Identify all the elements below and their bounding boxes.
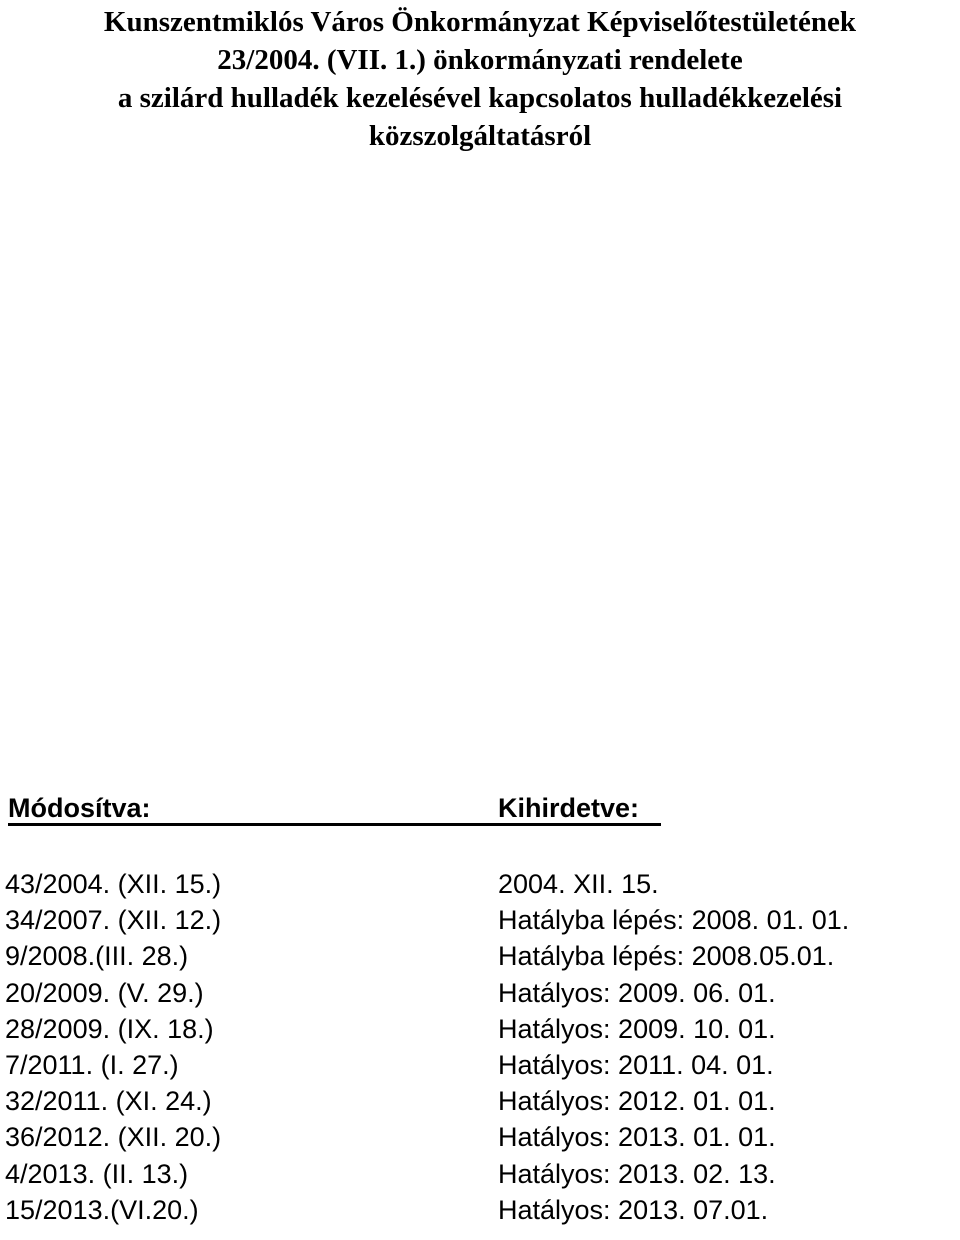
modification-row (0, 1119, 960, 1155)
title-line-3: a szilárd hulladék kezelésével kapcsolatos hulladékkezelési (117, 82, 843, 114)
effective-date: Hatályba lépés: 2008. 01. 01. (498, 905, 850, 936)
effective-date: Hatályos: 2009. 10. 01. (498, 1013, 776, 1044)
modification-row (0, 1047, 960, 1083)
decree-number: 28/2009. (IX. 18.) (5, 1013, 214, 1044)
modifications-list (0, 866, 960, 1228)
effective-date: Hatályba lépés: 2008.05.01. (498, 941, 835, 972)
decree-number: 32/2011. (XI. 24.) (5, 1086, 212, 1117)
modification-row (0, 938, 960, 974)
effective-date: Hatályos: 2009. 06. 01. (498, 977, 776, 1008)
decree-number: 4/2013. (II. 13.) (5, 1158, 189, 1189)
title-line-4: közszolgáltatásról (368, 120, 592, 152)
decree-number: 43/2004. (XII. 15.) (5, 869, 222, 899)
decree-number: 15/2013.(VI.20.) (5, 1194, 199, 1225)
effective-date: Hatályos: 2011. 04. 01. (498, 1049, 774, 1080)
title-line-2: 23/2004. (VII. 1.) önkormányzati rendelete (217, 44, 743, 76)
modification-row (0, 1192, 960, 1228)
title-line-1: Kunszentmiklós Város Önkormányzat Képviselőtestületének (103, 6, 857, 38)
modification-row (0, 902, 960, 938)
document-title (0, 3, 960, 155)
modification-row (0, 1156, 960, 1192)
decree-number: 36/2012. (XII. 20.) (5, 1122, 222, 1153)
modification-row (0, 1011, 960, 1047)
effective-date: Hatályos: 2012. 01. 01. (498, 1086, 776, 1117)
modification-row (0, 1083, 960, 1119)
header-underline (8, 823, 661, 826)
modified-heading: Módosítva: (8, 793, 151, 823)
modifications-header (0, 780, 960, 830)
modification-row (0, 975, 960, 1011)
effective-date: Hatályos: 2013. 01. 01. (498, 1122, 776, 1153)
decree-number: 7/2011. (I. 27.) (5, 1049, 179, 1080)
decree-number: 20/2009. (V. 29.) (5, 977, 204, 1008)
effective-date: 2004. XII. 15. (498, 869, 659, 899)
decree-number: 9/2008.(III. 28.) (5, 941, 189, 972)
published-heading: Kihirdetve: (498, 793, 640, 823)
decree-number: 34/2007. (XII. 12.) (5, 905, 222, 936)
effective-date: Hatályos: 2013. 07.01. (498, 1194, 769, 1225)
effective-date: Hatályos: 2013. 02. 13. (498, 1158, 776, 1189)
modification-row (0, 866, 960, 902)
